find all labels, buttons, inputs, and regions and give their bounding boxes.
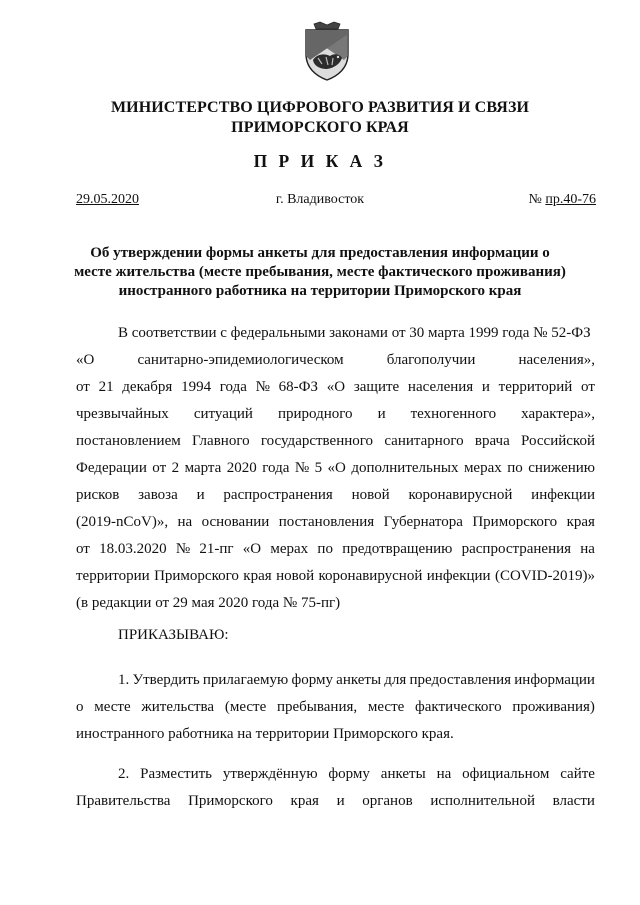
word: (месте — [224, 699, 267, 715]
word: коронавирусной — [408, 487, 513, 503]
heading-line: Об утверждении формы анкеты для предоставления информации о — [90, 245, 550, 261]
order-paragraph — [76, 622, 595, 649]
text-line — [76, 401, 595, 428]
heading-line: месте жительства (месте пребывания, месте фактического проживания) — [74, 264, 566, 280]
word: «О — [327, 460, 346, 476]
text-line — [76, 374, 595, 401]
word: территорий — [498, 379, 573, 395]
word: благополучии — [386, 352, 476, 368]
word: характера», — [521, 406, 595, 422]
word: жительства — [141, 699, 215, 715]
word: исполнительной — [430, 793, 535, 809]
word: пребывания, — [276, 699, 358, 715]
word: «О — [76, 352, 95, 368]
order-number — [528, 191, 596, 209]
document-type-title: П Р И К А З — [253, 151, 387, 171]
word: 2. — [118, 766, 130, 782]
word: 68-ФЗ — [278, 379, 319, 395]
word: населения», — [518, 352, 595, 368]
text-line — [76, 761, 595, 788]
word: (2019-nCoV)», — [76, 514, 169, 530]
word: утверждённую — [222, 766, 318, 782]
word: от — [581, 379, 595, 395]
text-line: (в редакции от 29 мая 2020 года № 75-пг) — [76, 595, 341, 611]
text-line — [76, 788, 595, 815]
word: года — [262, 460, 290, 476]
word: года — [219, 379, 247, 395]
word: и — [196, 487, 205, 503]
word: на — [177, 514, 193, 530]
word: на — [436, 766, 452, 782]
word: и — [336, 793, 345, 809]
word: по — [317, 541, 333, 557]
word: предоставления — [409, 672, 512, 688]
clause-2-paragraph — [76, 761, 595, 815]
text-line — [76, 694, 595, 721]
word: декабря — [122, 379, 173, 395]
word: населения — [407, 379, 474, 395]
word: о — [76, 699, 84, 715]
word: защите — [353, 379, 400, 395]
word: месте — [367, 699, 405, 715]
word: 21-пг — [199, 541, 234, 557]
word: «О — [242, 541, 262, 557]
word: органов — [362, 793, 413, 809]
word: на — [580, 541, 595, 557]
text-line — [76, 482, 595, 509]
word: марта — [184, 460, 222, 476]
preamble-paragraph — [76, 320, 595, 617]
word: 2 — [171, 460, 180, 476]
text-line — [76, 347, 595, 374]
word: коронавирусной — [318, 568, 423, 584]
word: проживания) — [512, 699, 595, 715]
word: 2020 — [226, 460, 257, 476]
word: сайте — [560, 766, 595, 782]
word: форму — [328, 766, 370, 782]
word: чрезвычайных — [76, 406, 169, 422]
word: № — [255, 379, 270, 395]
word: инфекции — [531, 487, 595, 503]
word: (COVID-2019)» — [494, 568, 595, 584]
order-city: г. Владивосток — [275, 192, 365, 207]
order-word: ПРИКАЗЫВАЮ: — [118, 627, 229, 643]
word: Разместить — [140, 766, 213, 782]
word: распространения — [223, 487, 333, 503]
word: 21 — [98, 379, 114, 395]
word: Российской — [521, 433, 595, 449]
word: Утвердить — [132, 672, 200, 688]
word: Приморского — [154, 568, 239, 584]
word: от — [76, 541, 90, 557]
text-line: иностранного работника на территории Приморского края. — [76, 726, 454, 742]
document-heading — [0, 244, 640, 301]
word: завоза — [138, 487, 178, 503]
word: постановления — [278, 514, 375, 530]
word: новой — [276, 568, 315, 584]
word: территории — [76, 568, 150, 584]
number-sign: № — [528, 192, 542, 207]
word: края — [566, 514, 595, 530]
word: природного — [277, 406, 353, 422]
word: по — [507, 460, 523, 476]
word: власти — [552, 793, 595, 809]
word: и — [377, 406, 386, 422]
word: фактического — [415, 699, 502, 715]
word: Приморского — [188, 793, 273, 809]
word: края — [290, 793, 319, 809]
ministry-name-line2: ПРИМОРСКОГО КРАЯ — [231, 119, 409, 136]
heading-line: иностранного работника на территории Приморского края — [118, 283, 522, 299]
word: новой — [351, 487, 390, 503]
word: санитарно-эпидемиологическом — [137, 352, 344, 368]
word: № — [294, 460, 310, 476]
text-line — [76, 563, 595, 590]
word: Приморского — [472, 514, 558, 530]
word: 1. — [118, 672, 130, 688]
order-date: 29.05.2020 — [76, 192, 139, 207]
word: ситуаций — [193, 406, 253, 422]
word: информации — [514, 672, 595, 688]
word: и — [481, 379, 490, 395]
order-number-value: пр.40-76 — [545, 192, 596, 207]
word: рисков — [76, 487, 120, 503]
text-line — [76, 509, 595, 536]
ministry-name-line1: МИНИСТЕРСТВО ЦИФРОВОГО РАЗВИТИЯ И СВЯЗИ — [110, 99, 530, 116]
word: мерах — [270, 541, 309, 557]
word: предотвращению — [342, 541, 453, 557]
primorsky-krai-coat-of-arms-icon — [300, 20, 354, 82]
word: врача — [474, 433, 510, 449]
word: дополнительных — [351, 460, 459, 476]
word: постановлением — [76, 433, 181, 449]
word: основании — [201, 514, 270, 530]
word: распространения — [461, 541, 572, 557]
word: 18.03.2020 — [99, 541, 167, 557]
word: Федерации — [76, 460, 147, 476]
word: государственного — [260, 433, 374, 449]
text-line: В соответствии с федеральными законами от 30 марта 1999 года № 52-ФЗ — [118, 325, 591, 341]
word: месте — [94, 699, 131, 715]
word: техногенного — [410, 406, 497, 422]
text-line — [76, 536, 595, 563]
text-line — [76, 428, 595, 455]
word: 1994 — [181, 379, 212, 395]
word: «О — [326, 379, 346, 395]
word: официальном — [462, 766, 550, 782]
word: прилагаемую — [202, 672, 289, 688]
text-line — [76, 667, 595, 694]
word: от — [152, 460, 167, 476]
word: инфекции — [426, 568, 491, 584]
word: санитарного — [384, 433, 464, 449]
clause-1-paragraph — [76, 667, 595, 748]
word: 5 — [314, 460, 323, 476]
word: от — [76, 379, 90, 395]
word: снижению — [528, 460, 595, 476]
word: Правительства — [76, 793, 171, 809]
word: Главного — [192, 433, 250, 449]
word: № — [175, 541, 191, 557]
word: форму — [291, 672, 333, 688]
word: мерах — [463, 460, 502, 476]
word: края — [243, 568, 272, 584]
word: анкеты — [380, 766, 426, 782]
word: Губернатора — [383, 514, 463, 530]
text-line — [76, 455, 595, 482]
word: для — [384, 672, 407, 688]
word: анкеты — [336, 672, 382, 688]
